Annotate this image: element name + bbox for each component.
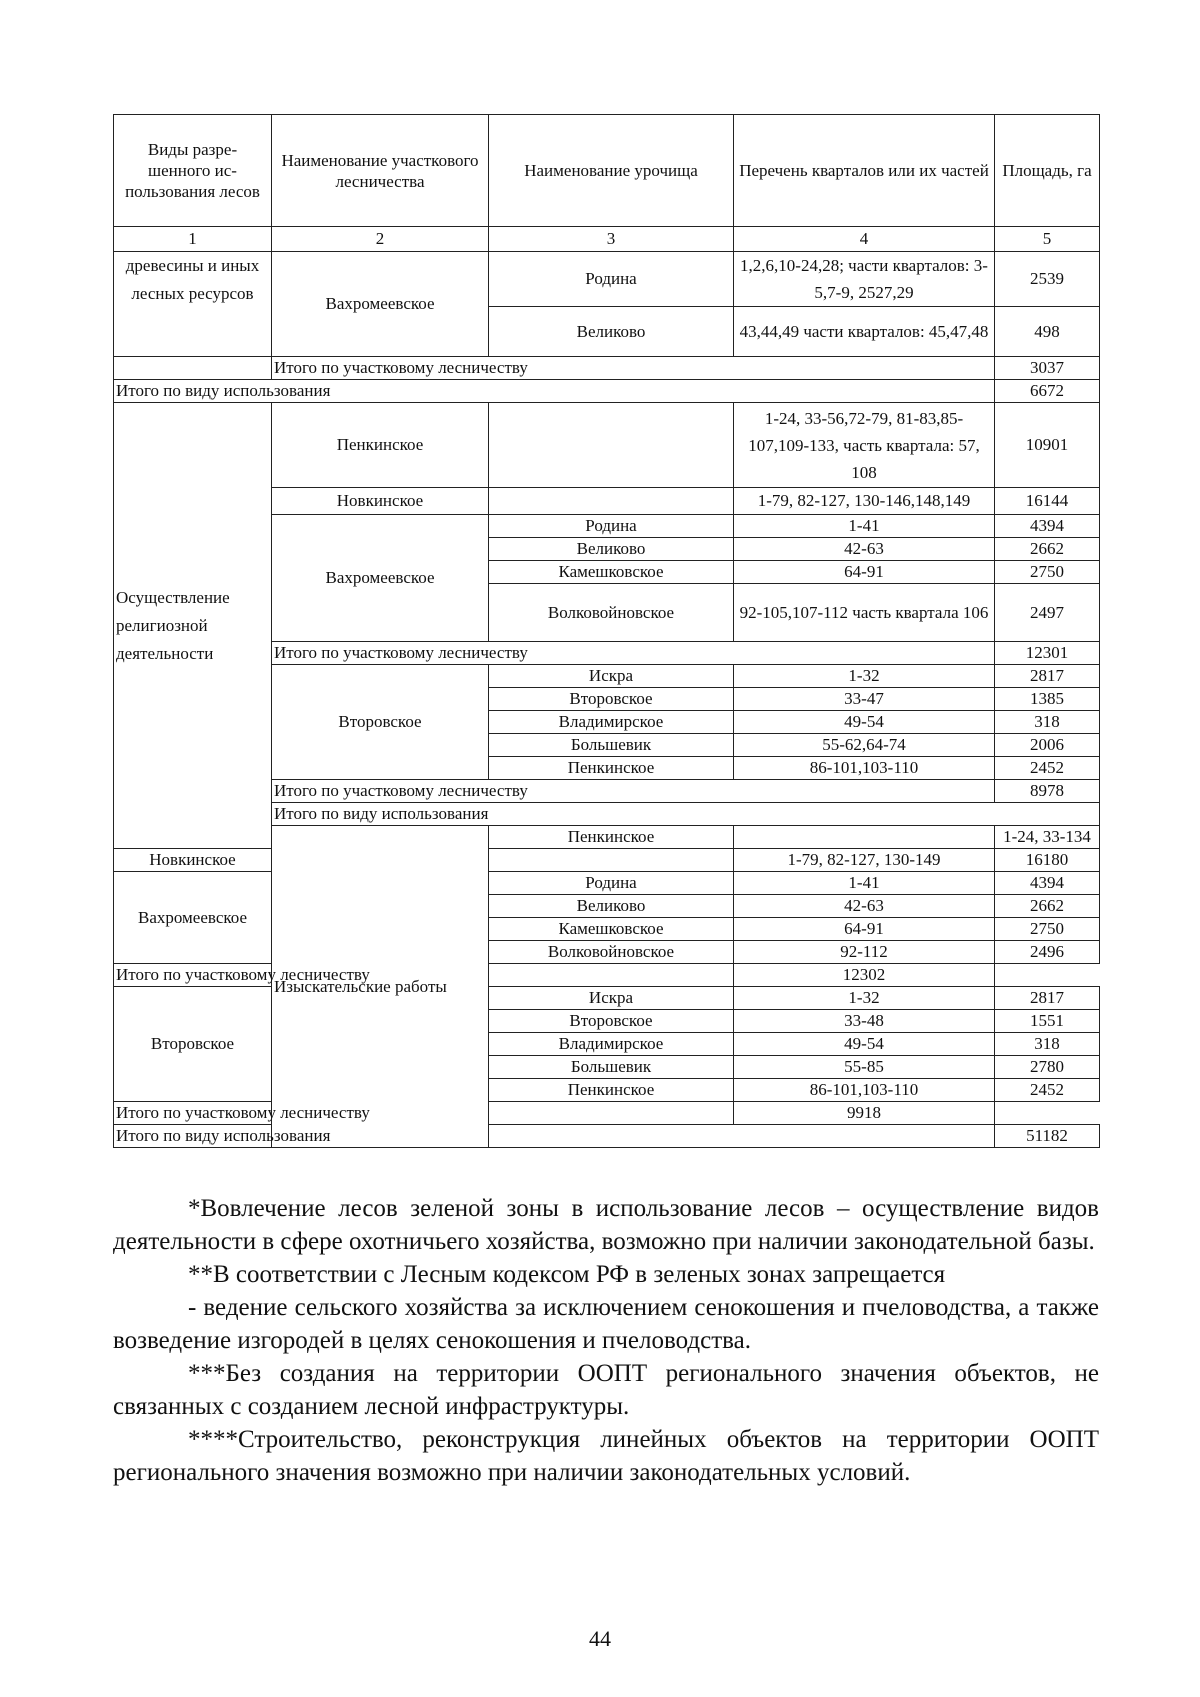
district-cell: Новкинское — [114, 849, 272, 872]
area-cell: 4394 — [995, 515, 1100, 538]
use-type-cell: древесины и иных лесных ресурсов — [114, 252, 272, 357]
subtotal-label: Итого по участковому лесничеству — [114, 1102, 734, 1125]
tract-cell — [489, 488, 734, 515]
tract-cell: Великово — [489, 307, 734, 357]
tract-cell: Волковойновское — [489, 584, 734, 642]
area-cell: 2817 — [995, 987, 1100, 1010]
table-row — [114, 252, 1100, 307]
table-row — [114, 403, 1100, 488]
district-cell: Пенкинское — [489, 826, 734, 849]
district-cell: Новкинское — [272, 488, 489, 515]
tract-cell: Второвское — [489, 1010, 734, 1033]
column-number: 3 — [489, 227, 734, 252]
area-cell: 10901 — [995, 403, 1100, 488]
tract-cell — [734, 826, 995, 849]
quarters-cell: 1-24, 33-134 — [995, 826, 1100, 849]
quarters-cell: 1-32 — [734, 987, 995, 1010]
quarters-cell: 86-101,103-110 — [734, 757, 995, 780]
quarters-cell: 1-24, 33-56,72-79, 81-83,85-107,109-133, часть квартала: 57, 108 — [734, 403, 995, 488]
subtotal-area: 8978 — [995, 780, 1100, 803]
quarters-cell: 92-112 — [734, 941, 995, 964]
quarters-cell: 33-47 — [734, 688, 995, 711]
tract-cell: Пенкинское — [489, 1079, 734, 1102]
quarters-cell: 92-105,107-112 часть квартала 106 — [734, 584, 995, 642]
column-number: 5 — [995, 227, 1100, 252]
header-tract: Наименование урочища — [489, 115, 734, 227]
quarters-cell: 55-85 — [734, 1056, 995, 1079]
area-cell: 2006 — [995, 734, 1100, 757]
tract-cell: Камешковское — [489, 918, 734, 941]
tract-cell: Волковойновское — [489, 941, 734, 964]
quarters-cell: 33-48 — [734, 1010, 995, 1033]
subtotal-label: Итого по участковому лесничеству — [272, 780, 995, 803]
district-cell: Вахромеевское — [272, 252, 489, 357]
subtotal-row — [114, 1102, 1100, 1125]
area-cell: 2780 — [995, 1056, 1100, 1079]
area-cell: 318 — [995, 711, 1100, 734]
area-cell: 4394 — [995, 872, 1100, 895]
total-area: 51182 — [995, 1125, 1100, 1148]
quarters-cell: 86-101,103-110 — [734, 1079, 995, 1102]
area-cell: 2452 — [995, 1079, 1100, 1102]
tract-cell: Искра — [489, 665, 734, 688]
forest-use-table — [113, 114, 1100, 1148]
table-header-row — [114, 115, 1100, 227]
total-label: Итого по виду использования — [272, 803, 1100, 826]
total-row — [114, 1125, 1100, 1148]
subtotal-area: 3037 — [995, 357, 1100, 380]
total-label: Итого по виду использования — [114, 380, 995, 403]
area-cell: 1551 — [995, 1010, 1100, 1033]
footnote-5: ****Строительство, реконструкция линейных объектов на территории ООПТ регионального значения возможно при наличии законодательных условий. — [113, 1426, 1099, 1486]
tract-cell: Пенкинское — [489, 757, 734, 780]
area-cell: 2662 — [995, 538, 1100, 561]
subtotal-label: Итого по участковому лесничеству — [272, 642, 995, 665]
area-cell: 2750 — [995, 561, 1100, 584]
subtotal-area: 12301 — [995, 642, 1100, 665]
column-number: 2 — [272, 227, 489, 252]
tract-cell: Большевик — [489, 1056, 734, 1079]
footnote-3: - ведение сельского хозяйства за исключением сенокошения и пчеловодства, а также возведение изгородей в целях сенокошения и пчеловодства. — [113, 1294, 1099, 1354]
footnote-1: *Вовлечение лесов зеленой зоны в использование лесов – осуществление видов деятельности в сфере охотничьего хозяйства, возможно при наличии законодательной базы. — [113, 1195, 1099, 1255]
tract-cell — [489, 849, 734, 872]
area-cell: 2539 — [995, 252, 1100, 307]
tract-cell: Родина — [489, 252, 734, 307]
quarters-cell: 1-79, 82-127, 130-149 — [734, 849, 995, 872]
tract-cell: Владимирское — [489, 1033, 734, 1056]
area-cell: 16180 — [995, 849, 1100, 872]
quarters-cell: 42-63 — [734, 538, 995, 561]
quarters-cell: 1,2,6,10-24,28; части кварталов: 3-5,7-9, 2527,29 — [734, 252, 995, 307]
header-use-type: Виды разре-шенного ис-пользования лесов — [114, 115, 272, 227]
use-type-cell: Изыскательские работы — [272, 826, 489, 1148]
area-cell: 2452 — [995, 757, 1100, 780]
header-area: Площадь, га — [995, 115, 1100, 227]
district-cell: Вахромеевское — [114, 872, 272, 964]
quarters-cell: 49-54 — [734, 711, 995, 734]
column-number-row — [114, 227, 1100, 252]
footnote-2: **В соответствии с Лесным кодексом РФ в зеленых зонах запрещается — [188, 1261, 946, 1288]
footnotes — [113, 1192, 1099, 1489]
empty-cell — [114, 357, 272, 380]
total-area: 6672 — [995, 380, 1100, 403]
subtotal-area: 9918 — [734, 1102, 995, 1125]
table-row — [114, 987, 1100, 1010]
column-number: 1 — [114, 227, 272, 252]
footnote-4: ***Без создания на территории ООПТ регионального значения объектов, не связанных с созданием лесной инфраструктуры. — [113, 1360, 1099, 1420]
district-cell: Пенкинское — [272, 403, 489, 488]
subtotal-label: Итого по участковому лесничеству — [114, 964, 734, 987]
total-row — [114, 380, 1100, 403]
tract-cell: Великово — [489, 895, 734, 918]
header-quarters: Перечень кварталов или их частей — [734, 115, 995, 227]
area-cell: 1385 — [995, 688, 1100, 711]
tract-cell — [489, 403, 734, 488]
tract-cell: Владимирское — [489, 711, 734, 734]
tract-cell: Родина — [489, 872, 734, 895]
total-label: Итого по виду использования — [114, 1125, 995, 1148]
quarters-cell: 43,44,49 части кварталов: 45,47,48 — [734, 307, 995, 357]
area-cell: 498 — [995, 307, 1100, 357]
subtotal-label: Итого по участковому лесничеству — [272, 357, 995, 380]
quarters-cell: 64-91 — [734, 918, 995, 941]
table-row — [114, 849, 1100, 872]
quarters-cell: 1-41 — [734, 872, 995, 895]
quarters-cell: 42-63 — [734, 895, 995, 918]
subtotal-row — [114, 964, 1100, 987]
area-cell: 2817 — [995, 665, 1100, 688]
tract-cell: Большевик — [489, 734, 734, 757]
area-cell: 16144 — [995, 488, 1100, 515]
use-type-cell: Осуществление религиозной деятельности — [114, 403, 272, 849]
area-cell: 2496 — [995, 941, 1100, 964]
subtotal-row — [114, 357, 1100, 380]
area-cell: 2497 — [995, 584, 1100, 642]
area-cell: 318 — [995, 1033, 1100, 1056]
quarters-cell: 49-54 — [734, 1033, 995, 1056]
quarters-cell: 1-41 — [734, 515, 995, 538]
district-cell: Вахромеевское — [272, 515, 489, 642]
quarters-cell: 1-32 — [734, 665, 995, 688]
table-row — [114, 872, 1100, 895]
quarters-cell: 64-91 — [734, 561, 995, 584]
area-cell: 2662 — [995, 895, 1100, 918]
page-number: 44 — [589, 1626, 611, 1651]
header-district: Наименование участкового лесничества — [272, 115, 489, 227]
column-number: 4 — [734, 227, 995, 252]
area-cell: 2750 — [995, 918, 1100, 941]
quarters-cell: 1-79, 82-127, 130-146,148,149 — [734, 488, 995, 515]
tract-cell: Родина — [489, 515, 734, 538]
tract-cell: Камешковское — [489, 561, 734, 584]
district-cell: Второвское — [272, 665, 489, 780]
tract-cell: Великово — [489, 538, 734, 561]
district-cell: Второвское — [114, 987, 272, 1102]
tract-cell: Второвское — [489, 688, 734, 711]
quarters-cell: 55-62,64-74 — [734, 734, 995, 757]
tract-cell: Искра — [489, 987, 734, 1010]
subtotal-area: 12302 — [734, 964, 995, 987]
